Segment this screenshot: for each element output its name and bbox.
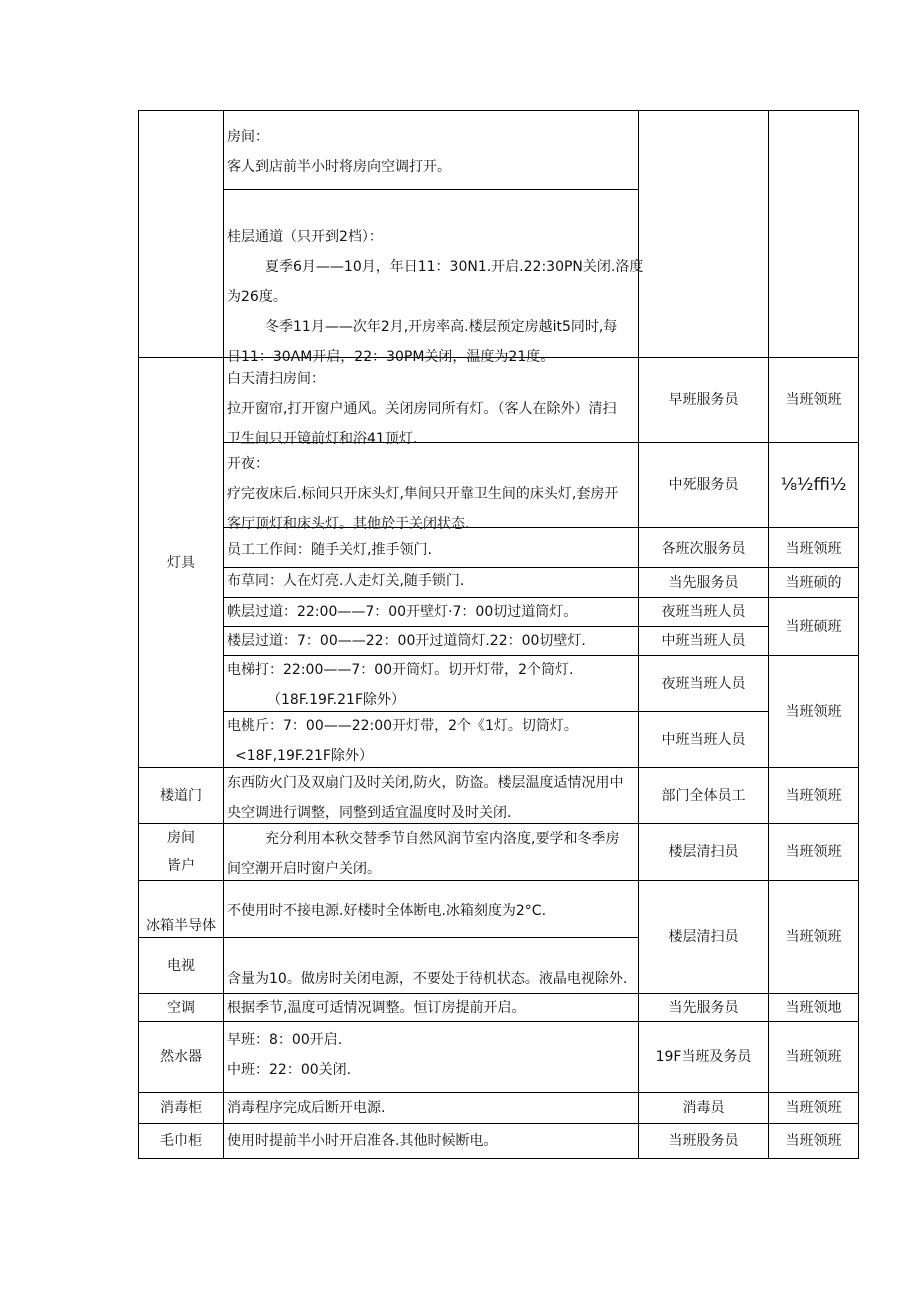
row9-person: 部门全体员工 [661,787,746,804]
row15-content [224,1126,638,1158]
text-line: 间空潮开启时窗户关闭。 [227,861,381,877]
row14-supervisor: 当班领班 [785,1100,842,1116]
row0-content-a [224,118,638,189]
text-line: 员工工作间：随手关灯,推手领门. [227,542,432,558]
row8-person: 中班当班人员 [661,731,746,748]
row2-person: 中死服务员 [668,477,739,493]
row14-content [224,1093,638,1123]
row9-supervisor: 当班领班 [785,787,842,804]
text-line: 电梯打：22:00——7：00开筒灯。切开灯带，2个筒灯. [227,662,574,678]
row12-supervisor: 当班领地 [785,999,842,1016]
row15-person: 当班股务员 [668,1133,739,1149]
text-line: 夏季6月——10月，年日11：30N1.开启.22:30PN关闭.洛度 [265,259,644,275]
text-line: （18F.19F.21F除外） [267,692,406,708]
row4-content [224,566,638,597]
text-line: 白天清扫房间： [227,371,325,387]
row13-person: 19F当班及务员 [655,1049,752,1065]
text-line: 为26度。 [227,289,287,305]
row12-content [224,993,638,1021]
row3-supervisor: 当班领班 [785,541,842,557]
text-line: 充分利用本秋交替季节自然风润节室内洛度,要学和冬季房 [265,831,620,847]
row2-supervisor: ⅛½ffi½ [780,475,847,495]
row6-person: 中班当班人员 [661,633,746,649]
text-line: 消毒程序完成后断开电源. [227,1100,386,1116]
row1-supervisor: 当班领班 [785,392,842,408]
text-line: 央空调进行调整，同整到适宜温度时及时关闭. [227,805,512,821]
item-room-windows [139,824,223,880]
row5-content [224,597,638,626]
text-line: 客厅顶灯和床头灯。其他於于关闭状态. [227,516,470,532]
row13-supervisor: 当班领班 [785,1049,842,1065]
row4-supervisor: 当班硕的 [785,574,842,591]
row4-person: 当先服务员 [668,574,739,591]
row10-content [224,824,638,880]
text-line: 帙层过道：22:00——7：00开壁灯·7：00切过道筒灯。 [227,604,578,620]
row1-content [224,360,638,447]
item-water-heater: 然水器 [160,1049,202,1065]
text-line: 中班：22：00关闭. [227,1062,352,1078]
row14-person: 消毒员 [682,1100,725,1116]
row10-supervisor: 当班领班 [785,844,842,860]
item-towel-cabinet: 毛巾柜 [160,1133,202,1149]
item-air-conditioner: 空调 [167,999,195,1016]
row7-8-supervisor: 当班领班 [785,703,842,720]
row3-content [224,531,638,567]
row11-supervisor: 当班领班 [785,929,842,945]
item-tv: 电视 [167,957,195,974]
row10-person: 楼层清扫员 [668,844,739,860]
row7-person: 夜班当班人员 [661,675,746,692]
row11-person: 楼层清扫员 [668,929,739,945]
text-line: 早班：8：00开启. [227,1032,343,1048]
text-line: 房间： [227,129,269,145]
row1-person: 早班服务员 [668,392,739,408]
text-line: 客人到店前半小时将房向空调打开。 [227,159,451,175]
row3-person: 各班次服务员 [661,541,746,557]
row5-person: 夜班当班人员 [661,604,746,620]
row9-content [224,768,638,823]
item-lighting: 灯具 [167,554,195,571]
row0-content-b [224,218,644,365]
text-line: 布草同：人在灯亮.人走灯关,随手锁门. [227,573,465,589]
text-line: <18F,19F.21F除外） [235,748,373,764]
text-line: 拉开窗帘,打开窗户通风。关闭房同所有灯。（客人在除外）清扫 [227,401,617,417]
text-line: 开夜： [227,456,269,472]
text-line: 电桃斤：7：00——22:00开灯带，2个《1灯。切筒灯。 [227,718,578,734]
row15-supervisor: 当班领班 [785,1133,842,1149]
text-line: 卫生间只开镜前灯和浴41顶灯. [227,431,418,447]
row8-content [224,711,638,767]
text-line: 疗完夜床后.标间只开床头灯,隼间只开靠卫生间的床头灯,套房开 [227,486,619,502]
item-line: 房间 [167,830,195,846]
text-line: 桂层通道（只开到2档）： [227,229,383,245]
text-line: 根据季节,温度可适情况调整。恒订房提前开启。 [227,1000,526,1016]
row2-content [224,445,638,532]
text-line: 东西防火门及双扇门及时关闭,防火，防盗。楼层温度适情况用中 [227,775,624,791]
row13-content [224,1025,638,1092]
item-line: 皆户 [167,858,195,874]
text-line: 日11：30AM开启，22：30PM关闭，温度为21度。 [227,349,555,365]
row12-person: 当先服务员 [668,999,739,1016]
row11-content-b: 含量为10。做房时关闭电源，不要处于待机状态。液晶电视除外. [227,971,628,987]
text-line: 使用时提前半小时开启准各.其他时候断电。 [227,1133,498,1149]
text-line: 楼层过道：7：00——22：00开过道筒灯.22：00切壁灯. [227,633,586,649]
row11-content-a: 不使用时不接电源.好楼时全体断电.冰箱刻度为2°C. [227,903,547,919]
text-line: 冬季11月——次年2月,开房率高.楼层预定房越it5同时,每 [265,319,618,335]
item-sterilizer: 消毒柜 [160,1100,202,1116]
row7-content [224,655,638,711]
row6-content [224,626,638,655]
item-fridge: 冰箱半导体 [146,918,216,934]
row5-6-supervisor: 当班硕班 [785,618,842,635]
item-stairwell-door: 楼道门 [160,787,202,804]
